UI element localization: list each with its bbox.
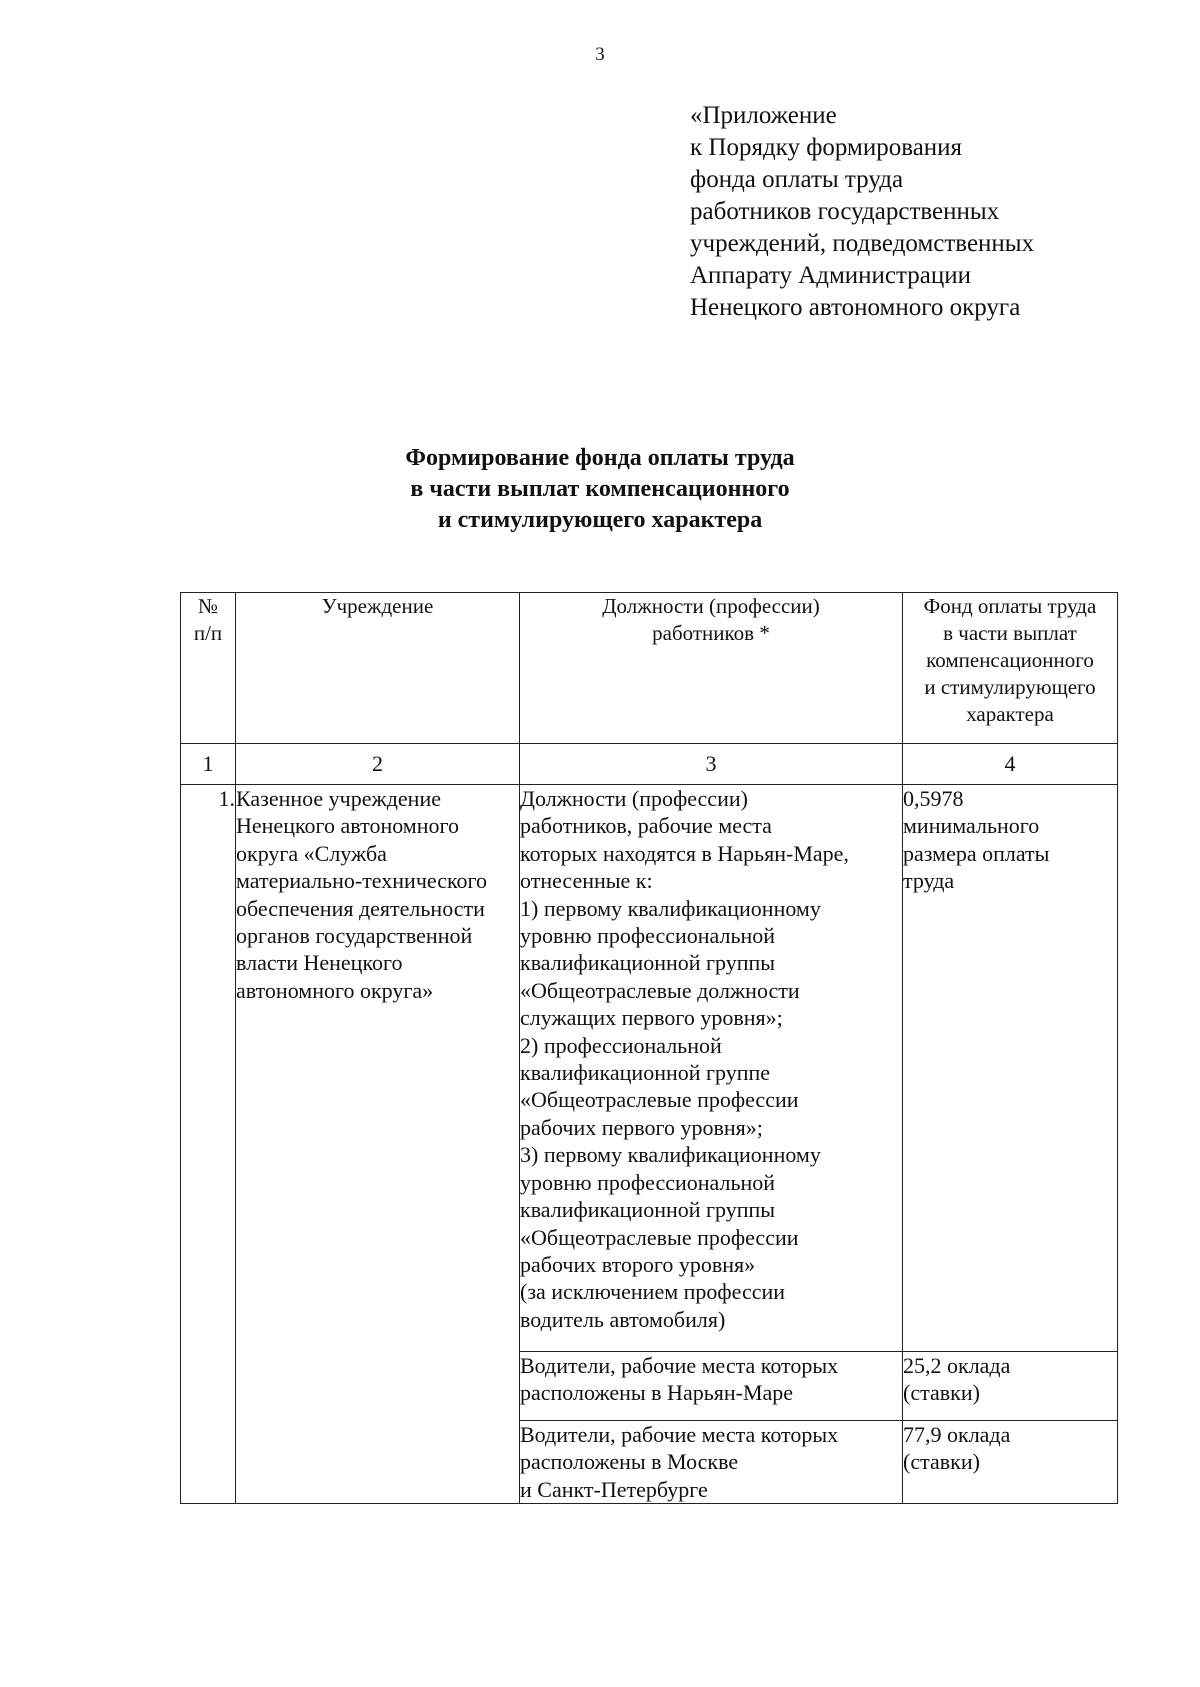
position-line: квалификационной группе	[520, 1060, 771, 1086]
fund-line: 0,5978	[903, 786, 964, 811]
page-number: 3	[595, 44, 605, 65]
header-institution	[236, 593, 520, 744]
institution-cell	[236, 785, 520, 1504]
payroll-fund-table	[180, 592, 1118, 1504]
title-line: Формирование фонда оплаты труда	[405, 445, 795, 471]
position-line: Водители, рабочие места которых	[520, 1353, 839, 1378]
header-line: характера	[966, 702, 1054, 726]
position-line: служащих первого уровня»;	[520, 1005, 783, 1031]
header-line: Фонд оплаты труда	[923, 594, 1097, 618]
fund-cell	[903, 785, 1118, 1352]
table-row	[181, 785, 1118, 1352]
row-number: 1.	[181, 785, 236, 1504]
appendix-line: «Приложение	[690, 102, 837, 129]
institution-line: материально-технического	[236, 868, 488, 894]
position-line: Должности (профессии)	[520, 786, 748, 811]
position-line: квалификационной группы	[520, 1197, 776, 1223]
institution-line: округа «Служба	[236, 840, 387, 866]
position-line: «Общеотраслевые профессии	[520, 1087, 799, 1113]
position-line: 2) профессиональной	[520, 1032, 722, 1058]
position-line: отнесенные к:	[520, 868, 653, 894]
column-number: 3	[520, 744, 903, 785]
header-line: работников *	[652, 621, 770, 645]
institution-line: Казенное учреждение	[236, 786, 441, 811]
document-title	[0, 443, 1200, 536]
position-line: «Общеотраслевые должности	[520, 977, 800, 1003]
fund-line: (ставки)	[903, 1380, 980, 1406]
fund-line: 77,9 оклада	[903, 1422, 1011, 1447]
fund-line: размера оплаты	[903, 840, 1050, 866]
institution-line: Ненецкого автономного	[236, 813, 459, 839]
fund-cell	[903, 1352, 1118, 1421]
position-line: 1) первому квалификационному	[520, 895, 821, 921]
position-line: которых находятся в Нарьян-Маре,	[520, 840, 849, 866]
column-number: 1	[181, 744, 236, 785]
position-line: уровню профессиональной	[520, 923, 776, 949]
position-line: рабочих второго уровня»	[520, 1251, 756, 1277]
column-number: 4	[903, 744, 1118, 785]
position-line: расположены в Нарьян-Маре	[520, 1380, 794, 1406]
header-line: в части выплат	[943, 621, 1077, 645]
header-num	[181, 593, 236, 744]
header-line: №	[197, 594, 219, 618]
appendix-caption	[690, 100, 1034, 324]
header-line: Должности (профессии)	[602, 594, 820, 618]
position-line: работников, рабочие места	[520, 813, 772, 839]
appendix-line: Ненецкого автономного округа	[690, 294, 1021, 321]
header-fund	[903, 593, 1118, 744]
position-line: квалификационной группы	[520, 950, 776, 976]
position-line: 3) первому квалификационному	[520, 1142, 821, 1168]
position-line: и Санкт-Петербурге	[520, 1476, 708, 1502]
positions-cell	[520, 1352, 903, 1421]
title-line: и стимулирующего характера	[437, 507, 763, 533]
header-line: Учреждение	[321, 594, 434, 618]
header-positions	[520, 593, 903, 744]
header-line: и стимулирующего	[924, 675, 1096, 699]
table-header-row	[181, 593, 1118, 744]
header-line: компенсационного	[926, 648, 1094, 672]
appendix-line: учреждений, подведомственных	[690, 230, 1035, 257]
header-line: п/п	[193, 621, 223, 645]
fund-line: (ставки)	[903, 1449, 980, 1475]
institution-line: обеспечения деятельности	[236, 895, 485, 921]
institution-line: власти Ненецкого	[236, 950, 403, 976]
appendix-line: работников государственных	[690, 198, 1000, 225]
column-number: 2	[236, 744, 520, 785]
institution-line: органов государственной	[236, 923, 473, 949]
column-number-row	[181, 744, 1118, 785]
position-line: водитель автомобиля)	[520, 1306, 726, 1332]
positions-cell	[520, 1421, 903, 1504]
position-line: (за исключением профессии	[520, 1279, 786, 1305]
position-line: рабочих первого уровня»;	[520, 1114, 763, 1140]
appendix-line: Аппарату Администрации	[690, 262, 971, 289]
position-line: расположены в Москве	[520, 1449, 739, 1475]
position-line: уровню профессиональной	[520, 1169, 776, 1195]
title-line: в части выплат компенсационного	[410, 476, 790, 502]
position-line: Водители, рабочие места которых	[520, 1422, 839, 1447]
institution-line: автономного округа»	[236, 977, 434, 1003]
fund-line: 25,2 оклада	[903, 1353, 1011, 1378]
positions-cell	[520, 785, 903, 1352]
appendix-line: фонда оплаты труда	[690, 166, 904, 193]
appendix-line: к Порядку формирования	[690, 134, 963, 161]
fund-cell	[903, 1421, 1118, 1504]
fund-line: труда	[903, 868, 955, 894]
fund-line: минимального	[903, 813, 1040, 839]
position-line: «Общеотраслевые профессии	[520, 1224, 799, 1250]
